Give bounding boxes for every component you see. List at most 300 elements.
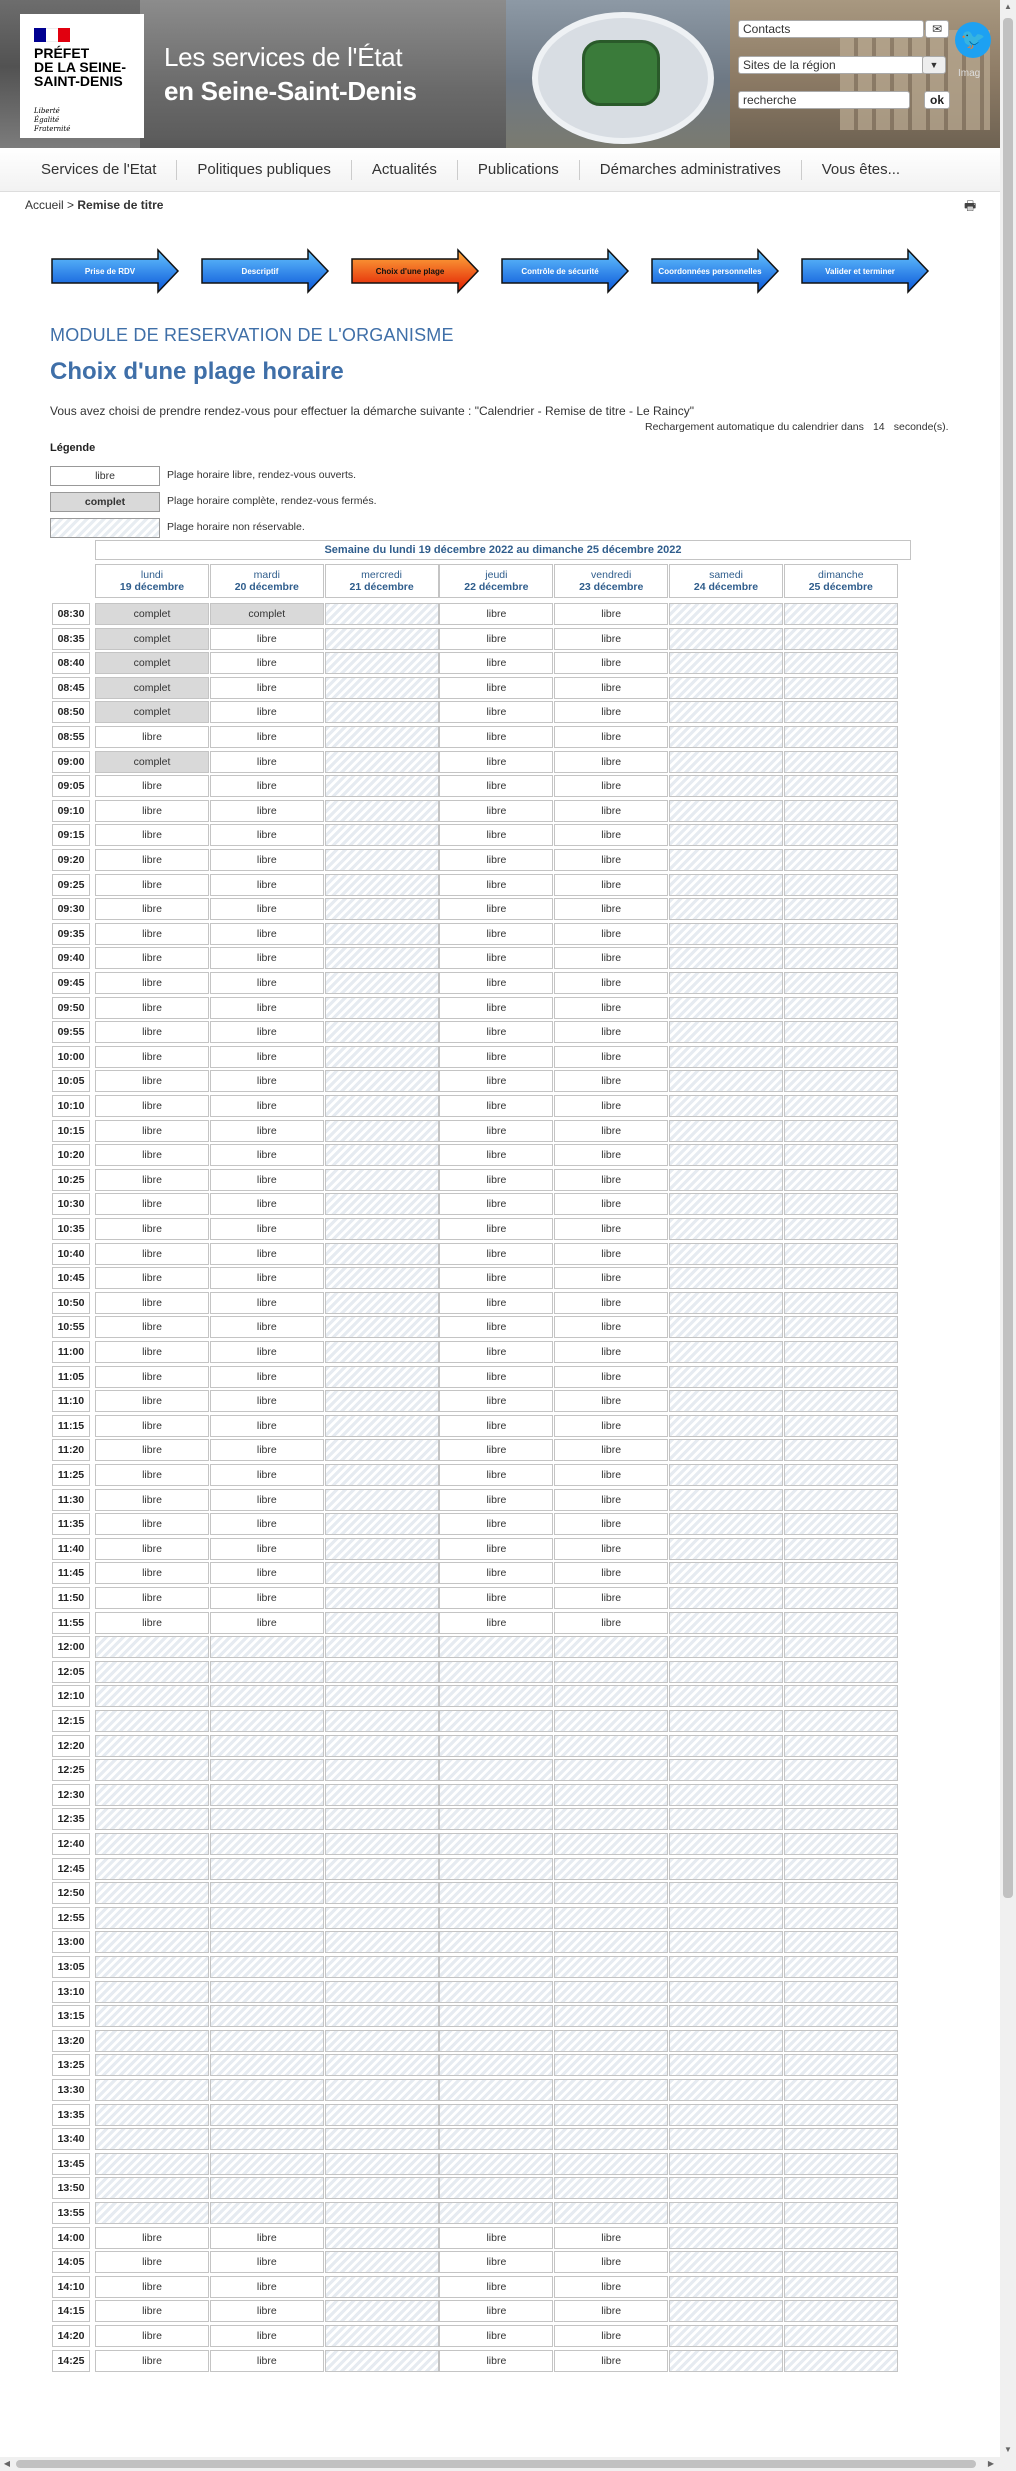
flag-blue bbox=[34, 28, 46, 42]
slot-time: 11:50 bbox=[52, 1587, 90, 1609]
slot-free[interactable]: libre bbox=[439, 1513, 553, 1535]
slot-time: 09:55 bbox=[52, 1021, 90, 1043]
slot-free[interactable]: libre bbox=[439, 1390, 553, 1412]
slot-free[interactable]: libre bbox=[554, 1612, 668, 1634]
slot-free[interactable]: libre bbox=[439, 1070, 553, 1092]
slot-free[interactable]: libre bbox=[210, 2251, 324, 2273]
slot-free[interactable]: libre bbox=[210, 972, 324, 994]
slot-free[interactable]: libre bbox=[210, 1070, 324, 1092]
slot-free[interactable]: libre bbox=[210, 1587, 324, 1609]
slot-free[interactable]: libre bbox=[95, 2300, 209, 2322]
slot-unavailable bbox=[210, 1710, 324, 1732]
slot-free[interactable]: libre bbox=[95, 1095, 209, 1117]
slot-free[interactable]: libre bbox=[210, 874, 324, 896]
reload-suffix: seconde(s). bbox=[893, 421, 949, 433]
slot-time: 13:35 bbox=[52, 2104, 90, 2126]
slot-unavailable bbox=[784, 1267, 898, 1289]
slot-free[interactable]: libre bbox=[554, 1169, 668, 1191]
scroll-down-arrow-icon[interactable]: ▼ bbox=[1004, 2445, 1012, 2454]
slot-unavailable bbox=[669, 677, 783, 699]
slot-free[interactable]: libre bbox=[439, 2325, 553, 2347]
slot-time: 09:00 bbox=[52, 751, 90, 773]
slot-unavailable bbox=[784, 677, 898, 699]
slot-free[interactable]: libre bbox=[439, 1144, 553, 1166]
slot-free[interactable]: libre bbox=[210, 997, 324, 1019]
slot-free[interactable]: libre bbox=[95, 849, 209, 871]
slot-free[interactable]: libre bbox=[95, 1267, 209, 1289]
slot-free[interactable]: libre bbox=[554, 628, 668, 650]
scroll-up-arrow-icon[interactable]: ▲ bbox=[1004, 2, 1012, 11]
slot-free[interactable]: libre bbox=[439, 1316, 553, 1338]
slot-row bbox=[52, 923, 913, 947]
slot-free[interactable]: libre bbox=[439, 800, 553, 822]
scrollbar-thumb[interactable] bbox=[1003, 18, 1013, 1898]
slot-free[interactable]: libre bbox=[95, 1587, 209, 1609]
slot-free[interactable]: libre bbox=[554, 775, 668, 797]
slot-free[interactable]: libre bbox=[439, 1538, 553, 1560]
slot-free[interactable]: libre bbox=[95, 1562, 209, 1584]
slot-free[interactable]: libre bbox=[439, 628, 553, 650]
slot-free[interactable]: libre bbox=[439, 2300, 553, 2322]
slot-free[interactable]: libre bbox=[95, 1070, 209, 1092]
mail-icon[interactable]: ✉ bbox=[925, 20, 949, 38]
slot-free[interactable]: libre bbox=[95, 1316, 209, 1338]
slot-free[interactable]: libre bbox=[554, 1292, 668, 1314]
slot-free[interactable]: libre bbox=[210, 1538, 324, 1560]
slot-free[interactable]: libre bbox=[554, 1390, 668, 1412]
chevron-down-icon[interactable]: ▼ bbox=[922, 56, 946, 74]
slot-row bbox=[52, 1292, 913, 1316]
slot-free[interactable]: libre bbox=[439, 1218, 553, 1240]
slot-free[interactable]: libre bbox=[95, 997, 209, 1019]
slot-free[interactable]: libre bbox=[439, 1489, 553, 1511]
day-header-mercredi bbox=[325, 564, 439, 598]
slot-free[interactable]: libre bbox=[95, 800, 209, 822]
slot-unavailable bbox=[210, 1981, 324, 2003]
slot-free[interactable]: libre bbox=[95, 1046, 209, 1068]
slot-free[interactable]: libre bbox=[439, 2276, 553, 2298]
slot-free[interactable]: libre bbox=[554, 677, 668, 699]
search-input[interactable]: recherche bbox=[738, 91, 910, 109]
slot-unavailable bbox=[439, 1784, 553, 1806]
slot-unavailable bbox=[325, 1193, 439, 1215]
slot-unavailable bbox=[784, 1193, 898, 1215]
slot-unavailable bbox=[669, 2079, 783, 2101]
slot-row bbox=[52, 1267, 913, 1291]
slot-free[interactable]: libre bbox=[554, 2227, 668, 2249]
slot-free[interactable]: libre bbox=[210, 849, 324, 871]
slot-free[interactable]: libre bbox=[554, 1562, 668, 1584]
breadcrumb-home-link[interactable]: Accueil bbox=[25, 198, 64, 212]
slot-free[interactable]: libre bbox=[95, 1218, 209, 1240]
slot-free[interactable]: libre bbox=[95, 1390, 209, 1412]
slot-free[interactable]: libre bbox=[210, 2350, 324, 2372]
slot-free[interactable]: libre bbox=[95, 1439, 209, 1461]
slot-free[interactable]: libre bbox=[95, 2276, 209, 2298]
slot-free[interactable]: libre bbox=[95, 1193, 209, 1215]
slot-unavailable bbox=[669, 652, 783, 674]
slot-free[interactable]: libre bbox=[439, 898, 553, 920]
slot-free[interactable]: libre bbox=[210, 1562, 324, 1584]
slot-unavailable bbox=[784, 2128, 898, 2150]
slot-free[interactable]: libre bbox=[554, 874, 668, 896]
slot-row bbox=[52, 1464, 913, 1488]
slot-free[interactable]: libre bbox=[554, 751, 668, 773]
slot-free[interactable]: libre bbox=[439, 874, 553, 896]
slot-free[interactable]: libre bbox=[439, 2227, 553, 2249]
site-title-line1[interactable]: Les services de l'État bbox=[164, 42, 403, 72]
contacts-link[interactable]: Contacts bbox=[738, 20, 924, 38]
slot-free[interactable]: libre bbox=[210, 1341, 324, 1363]
slot-unavailable bbox=[439, 1735, 553, 1757]
slot-free[interactable]: libre bbox=[95, 1292, 209, 1314]
slot-unavailable bbox=[325, 972, 439, 994]
legend-unavailable-swatch bbox=[50, 518, 160, 538]
slot-unavailable bbox=[669, 2054, 783, 2076]
slot-free[interactable]: libre bbox=[439, 1612, 553, 1634]
slot-free[interactable]: libre bbox=[439, 1267, 553, 1289]
slot-free[interactable]: libre bbox=[95, 2251, 209, 2273]
slot-free[interactable]: libre bbox=[554, 1464, 668, 1486]
slot-unavailable bbox=[95, 2030, 209, 2052]
slot-free[interactable]: libre bbox=[554, 923, 668, 945]
slot-unavailable bbox=[210, 1858, 324, 1880]
slot-unavailable bbox=[325, 1956, 439, 1978]
slot-free[interactable]: libre bbox=[439, 1193, 553, 1215]
slot-time: 10:00 bbox=[52, 1046, 90, 1068]
slot-time: 09:40 bbox=[52, 947, 90, 969]
slot-free[interactable]: libre bbox=[95, 947, 209, 969]
slot-free[interactable]: libre bbox=[95, 2350, 209, 2372]
slot-free[interactable]: libre bbox=[95, 1120, 209, 1142]
slot-unavailable bbox=[325, 652, 439, 674]
slot-free[interactable]: libre bbox=[95, 1243, 209, 1265]
slot-time: 08:50 bbox=[52, 701, 90, 723]
main-navigation bbox=[0, 148, 1000, 192]
slot-free[interactable]: libre bbox=[554, 1046, 668, 1068]
slot-free[interactable]: libre bbox=[439, 824, 553, 846]
slot-free[interactable]: libre bbox=[210, 751, 324, 773]
slot-unavailable bbox=[439, 1981, 553, 2003]
slot-free[interactable]: libre bbox=[439, 2251, 553, 2273]
slot-free[interactable]: libre bbox=[95, 972, 209, 994]
slot-row bbox=[52, 1439, 913, 1463]
slot-unavailable bbox=[325, 1046, 439, 1068]
slot-free[interactable]: libre bbox=[439, 1464, 553, 1486]
slot-free[interactable]: libre bbox=[210, 1513, 324, 1535]
slot-row bbox=[52, 677, 913, 701]
slot-free[interactable]: libre bbox=[95, 1513, 209, 1535]
slot-free[interactable]: libre bbox=[95, 1144, 209, 1166]
flag-white bbox=[46, 28, 58, 42]
slot-free[interactable]: libre bbox=[210, 1046, 324, 1068]
slot-free[interactable]: libre bbox=[95, 1612, 209, 1634]
vertical-scrollbar[interactable] bbox=[1000, 0, 1016, 2471]
slot-free[interactable]: libre bbox=[554, 1021, 668, 1043]
slot-free[interactable]: libre bbox=[210, 1390, 324, 1412]
slot-free[interactable]: libre bbox=[554, 800, 668, 822]
slot-time: 13:30 bbox=[52, 2079, 90, 2101]
slot-free[interactable]: libre bbox=[210, 1267, 324, 1289]
slot-free[interactable]: libre bbox=[554, 2276, 668, 2298]
slot-free[interactable]: libre bbox=[210, 2276, 324, 2298]
slot-unavailable bbox=[325, 849, 439, 871]
slot-time: 13:05 bbox=[52, 1956, 90, 1978]
slot-free[interactable]: libre bbox=[95, 1538, 209, 1560]
slot-free[interactable]: libre bbox=[439, 1562, 553, 1584]
slot-free[interactable]: libre bbox=[95, 1464, 209, 1486]
slot-free[interactable]: libre bbox=[554, 2300, 668, 2322]
slot-unavailable bbox=[669, 1120, 783, 1142]
slot-free[interactable]: libre bbox=[554, 1341, 668, 1363]
slot-free[interactable]: libre bbox=[210, 1120, 324, 1142]
slot-free[interactable]: libre bbox=[210, 1489, 324, 1511]
step-prise-rdv bbox=[50, 248, 180, 294]
slot-free[interactable]: libre bbox=[554, 603, 668, 625]
slot-time: 08:35 bbox=[52, 628, 90, 650]
print-icon[interactable]: 🖶 bbox=[964, 198, 977, 213]
twitter-icon[interactable]: 🐦 bbox=[955, 22, 991, 58]
slot-free[interactable]: libre bbox=[210, 947, 324, 969]
slot-free[interactable]: libre bbox=[439, 603, 553, 625]
slot-free[interactable]: libre bbox=[210, 2227, 324, 2249]
slot-free[interactable]: libre bbox=[554, 1489, 668, 1511]
nav-item-politiques-publiques[interactable]: Politiques publiques bbox=[177, 160, 351, 180]
slot-free[interactable]: libre bbox=[439, 972, 553, 994]
sites-region-select[interactable]: Sites de la région bbox=[738, 56, 924, 74]
nav-item-vous-etes[interactable]: Vous êtes... bbox=[821, 160, 901, 178]
slot-unavailable bbox=[669, 1390, 783, 1412]
slot-free[interactable]: libre bbox=[439, 849, 553, 871]
slot-free[interactable]: libre bbox=[554, 947, 668, 969]
scrollbar-thumb[interactable] bbox=[16, 2460, 976, 2468]
slot-free[interactable]: libre bbox=[439, 2350, 553, 2372]
slot-unavailable bbox=[669, 1882, 783, 1904]
slot-free[interactable]: libre bbox=[210, 2300, 324, 2322]
slot-free[interactable]: libre bbox=[439, 923, 553, 945]
slot-free[interactable]: libre bbox=[554, 1267, 668, 1289]
slot-free[interactable]: libre bbox=[210, 1021, 324, 1043]
slot-time: 12:00 bbox=[52, 1636, 90, 1658]
slot-free[interactable]: libre bbox=[554, 1120, 668, 1142]
slot-unavailable bbox=[554, 2128, 668, 2150]
slot-unavailable bbox=[210, 1636, 324, 1658]
slot-row bbox=[52, 2054, 913, 2078]
slot-free[interactable]: libre bbox=[554, 1193, 668, 1215]
slot-free[interactable]: libre bbox=[554, 2251, 668, 2273]
slot-free[interactable]: libre bbox=[554, 997, 668, 1019]
slot-free[interactable]: libre bbox=[210, 1612, 324, 1634]
slot-unavailable bbox=[784, 1710, 898, 1732]
slot-free[interactable]: libre bbox=[95, 898, 209, 920]
slot-free[interactable]: libre bbox=[439, 775, 553, 797]
slot-free[interactable]: libre bbox=[554, 1218, 668, 1240]
slot-unavailable bbox=[325, 1710, 439, 1732]
slot-free[interactable]: libre bbox=[439, 1021, 553, 1043]
slot-free[interactable]: libre bbox=[554, 849, 668, 871]
slot-free[interactable]: libre bbox=[554, 1366, 668, 1388]
slot-free[interactable]: libre bbox=[554, 1316, 668, 1338]
slot-free[interactable]: libre bbox=[439, 1046, 553, 1068]
slot-free[interactable]: libre bbox=[554, 2350, 668, 2372]
slot-free[interactable]: libre bbox=[439, 1587, 553, 1609]
slot-free[interactable]: libre bbox=[210, 1415, 324, 1437]
slot-free[interactable]: libre bbox=[210, 1439, 324, 1461]
slot-time: 13:25 bbox=[52, 2054, 90, 2076]
slot-time: 14:25 bbox=[52, 2350, 90, 2372]
slot-free[interactable]: libre bbox=[210, 1193, 324, 1215]
slot-free[interactable]: libre bbox=[554, 1070, 668, 1092]
slot-unavailable bbox=[325, 2079, 439, 2101]
slot-free[interactable]: libre bbox=[210, 824, 324, 846]
step-label: Valider et terminer bbox=[825, 266, 895, 276]
slot-free[interactable]: libre bbox=[439, 1120, 553, 1142]
slot-unavailable bbox=[95, 2128, 209, 2150]
slot-unavailable bbox=[784, 2202, 898, 2224]
slot-unavailable bbox=[325, 1538, 439, 1560]
slot-free[interactable]: libre bbox=[95, 775, 209, 797]
slot-free[interactable]: libre bbox=[554, 1095, 668, 1117]
slot-free[interactable]: libre bbox=[554, 1415, 668, 1437]
slot-free[interactable]: libre bbox=[210, 1464, 324, 1486]
slot-unavailable bbox=[95, 1661, 209, 1683]
slot-unavailable bbox=[325, 2054, 439, 2076]
slot-time: 12:15 bbox=[52, 1710, 90, 1732]
slot-unavailable bbox=[669, 701, 783, 723]
slot-free[interactable]: libre bbox=[210, 923, 324, 945]
slot-row bbox=[52, 1095, 913, 1119]
slot-row bbox=[52, 1587, 913, 1611]
slot-free[interactable]: libre bbox=[210, 677, 324, 699]
slot-free[interactable]: libre bbox=[95, 874, 209, 896]
slot-free[interactable]: libre bbox=[554, 1538, 668, 1560]
reload-seconds: 14 bbox=[872, 421, 885, 433]
slot-unavailable bbox=[554, 2054, 668, 2076]
slot-free[interactable]: libre bbox=[210, 1366, 324, 1388]
slot-unavailable bbox=[210, 1784, 324, 1806]
nav-item-demarches[interactable]: Démarches administratives bbox=[580, 160, 802, 180]
slot-unavailable bbox=[95, 1685, 209, 1707]
slot-free[interactable]: libre bbox=[210, 701, 324, 723]
slot-unavailable bbox=[325, 1931, 439, 1953]
slot-free[interactable]: libre bbox=[95, 726, 209, 748]
slot-full: complet bbox=[95, 677, 209, 699]
slot-unavailable bbox=[439, 1833, 553, 1855]
slot-free[interactable]: libre bbox=[95, 2325, 209, 2347]
slot-free[interactable]: libre bbox=[210, 800, 324, 822]
slot-free[interactable]: libre bbox=[95, 824, 209, 846]
slot-free[interactable]: libre bbox=[210, 1316, 324, 1338]
slot-free[interactable]: libre bbox=[439, 1169, 553, 1191]
slot-free[interactable]: libre bbox=[95, 923, 209, 945]
slot-time: 11:30 bbox=[52, 1489, 90, 1511]
slot-free[interactable]: libre bbox=[210, 1243, 324, 1265]
slot-free[interactable]: libre bbox=[554, 701, 668, 723]
slot-free[interactable]: libre bbox=[210, 1169, 324, 1191]
slot-free[interactable]: libre bbox=[95, 1366, 209, 1388]
site-title-line2[interactable]: en Seine-Saint-Denis bbox=[164, 76, 417, 106]
slot-free[interactable]: libre bbox=[210, 628, 324, 650]
slot-free[interactable]: libre bbox=[554, 1439, 668, 1461]
slot-free[interactable]: libre bbox=[439, 1366, 553, 1388]
slot-unavailable bbox=[439, 2202, 553, 2224]
slot-free[interactable]: libre bbox=[210, 2325, 324, 2347]
slot-free[interactable]: libre bbox=[210, 1218, 324, 1240]
slot-time: 09:30 bbox=[52, 898, 90, 920]
nav-item-services-etat[interactable]: Services de l'Etat bbox=[21, 160, 177, 180]
slot-free[interactable]: libre bbox=[439, 1095, 553, 1117]
legend-unavailable-desc: Plage horaire non réservable. bbox=[167, 521, 305, 533]
slot-unavailable bbox=[784, 849, 898, 871]
slot-row bbox=[52, 1489, 913, 1513]
slot-free[interactable]: libre bbox=[439, 652, 553, 674]
slot-unavailable bbox=[784, 1735, 898, 1757]
slot-free[interactable]: libre bbox=[210, 775, 324, 797]
slot-free[interactable]: libre bbox=[554, 652, 668, 674]
slot-free[interactable]: libre bbox=[95, 2227, 209, 2249]
slot-free[interactable]: libre bbox=[210, 652, 324, 674]
slot-free[interactable]: libre bbox=[95, 1169, 209, 1191]
horizontal-scrollbar[interactable] bbox=[0, 2457, 1000, 2471]
prefecture-logo[interactable] bbox=[20, 14, 144, 138]
slot-free[interactable]: libre bbox=[554, 898, 668, 920]
slot-free[interactable]: libre bbox=[95, 1415, 209, 1437]
slot-unavailable bbox=[554, 1833, 668, 1855]
slot-free[interactable]: libre bbox=[554, 1587, 668, 1609]
search-ok-button[interactable]: ok bbox=[924, 91, 950, 109]
slot-unavailable bbox=[669, 1710, 783, 1732]
slot-free[interactable]: libre bbox=[95, 1021, 209, 1043]
slot-free[interactable]: libre bbox=[210, 726, 324, 748]
slot-free[interactable]: libre bbox=[439, 726, 553, 748]
slot-unavailable bbox=[784, 1833, 898, 1855]
slot-unavailable bbox=[784, 1243, 898, 1265]
slot-free[interactable]: libre bbox=[439, 1243, 553, 1265]
slot-free[interactable]: libre bbox=[439, 1415, 553, 1437]
nav-item-actualites[interactable]: Actualités bbox=[352, 160, 458, 180]
slot-free[interactable]: libre bbox=[554, 1144, 668, 1166]
slot-unavailable bbox=[784, 1095, 898, 1117]
slot-free[interactable]: libre bbox=[554, 1513, 668, 1535]
nav-item-publications[interactable]: Publications bbox=[458, 160, 580, 180]
slot-free[interactable]: libre bbox=[554, 1243, 668, 1265]
slot-unavailable bbox=[325, 1120, 439, 1142]
slot-free[interactable]: libre bbox=[439, 701, 553, 723]
slot-free[interactable]: libre bbox=[95, 1341, 209, 1363]
slot-free[interactable]: libre bbox=[95, 1489, 209, 1511]
slot-free[interactable]: libre bbox=[439, 677, 553, 699]
slot-unavailable bbox=[210, 2177, 324, 2199]
slot-free[interactable]: libre bbox=[439, 1341, 553, 1363]
scroll-right-arrow-icon[interactable]: ▶ bbox=[987, 2459, 995, 2468]
slot-free[interactable]: libre bbox=[439, 1439, 553, 1461]
slot-free[interactable]: libre bbox=[210, 1095, 324, 1117]
scroll-left-arrow-icon[interactable]: ◀ bbox=[3, 2459, 11, 2468]
slot-free[interactable]: libre bbox=[210, 1144, 324, 1166]
slot-unavailable bbox=[669, 2350, 783, 2372]
slot-free[interactable]: libre bbox=[554, 824, 668, 846]
slot-free[interactable]: libre bbox=[439, 947, 553, 969]
slot-free[interactable]: libre bbox=[210, 898, 324, 920]
slot-free[interactable]: libre bbox=[210, 1292, 324, 1314]
slot-free[interactable]: libre bbox=[439, 997, 553, 1019]
slot-free[interactable]: libre bbox=[554, 2325, 668, 2347]
slot-free[interactable]: libre bbox=[439, 1292, 553, 1314]
slot-unavailable bbox=[210, 1931, 324, 1953]
slot-free[interactable]: libre bbox=[439, 751, 553, 773]
slot-free[interactable]: libre bbox=[554, 972, 668, 994]
slot-free[interactable]: libre bbox=[554, 726, 668, 748]
